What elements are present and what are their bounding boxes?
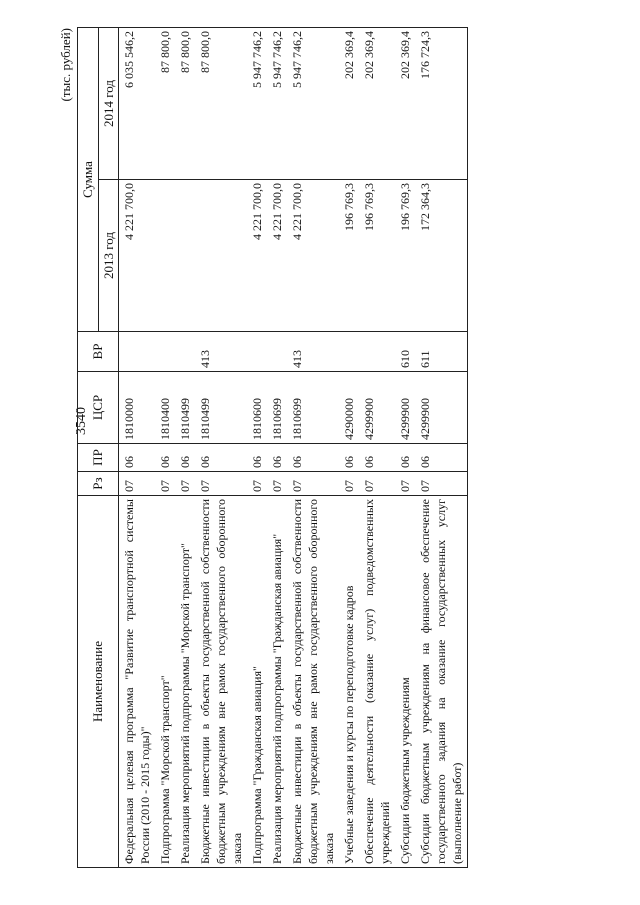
row-vr (247, 332, 267, 372)
table-row (247, 28, 267, 868)
row-name: Подпрограмма "Гражданская авиация" (247, 496, 267, 868)
table-row (359, 28, 395, 868)
table-row (267, 28, 287, 868)
row-rz: 07 (247, 472, 267, 496)
row-pr: 06 (175, 444, 195, 472)
table-row (155, 28, 175, 868)
row-rz: 07 (287, 472, 339, 496)
row-name: Субсидии бюджетным учреждениям на финансовое обеспечение государственного задания на оказание государственных услуг (выполнение работ) (415, 496, 468, 868)
row-pr: 06 (395, 444, 415, 472)
row-vr (175, 332, 195, 372)
row-sum-2013: 172 364,3 (415, 180, 468, 332)
row-pr: 06 (359, 444, 395, 472)
table-body (119, 28, 468, 868)
row-sum-2014: 5 947 746,2 (247, 28, 267, 180)
header-name: Наименование (78, 496, 119, 868)
row-name: Подпрограмма "Морской транспорт" (155, 496, 175, 868)
row-sum-2013: 196 769,3 (339, 180, 359, 332)
row-vr (339, 332, 359, 372)
row-csr: 1810499 (195, 372, 247, 444)
row-pr: 06 (247, 444, 267, 472)
row-sum-2014: 5 947 746,2 (267, 28, 287, 180)
row-sum-2013: 4 221 700,0 (267, 180, 287, 332)
table-row (415, 28, 468, 868)
row-vr: 413 (287, 332, 339, 372)
row-name: Обеспечение деятельности (оказание услуг) подведомственных учреждений (359, 496, 395, 868)
row-pr: 06 (195, 444, 247, 472)
row-rz: 07 (155, 472, 175, 496)
row-rz: 07 (415, 472, 468, 496)
row-name: Учебные заведения и курсы по переподготовке кадров (339, 496, 359, 868)
row-sum-2014: 202 369,4 (395, 28, 415, 180)
row-sum-2014: 202 369,4 (339, 28, 359, 180)
row-vr: 610 (395, 332, 415, 372)
page-number: 3540 (74, 407, 89, 435)
row-vr (267, 332, 287, 372)
row-vr (119, 332, 156, 372)
row-sum-2014: 5 947 746,2 (287, 28, 339, 180)
row-vr: 413 (195, 332, 247, 372)
row-sum-2013: 196 769,3 (395, 180, 415, 332)
row-name: Реализация мероприятий подпрограммы "Морской транспорт" (175, 496, 195, 868)
row-csr: 1810000 (119, 372, 156, 444)
row-csr: 1810600 (247, 372, 267, 444)
row-csr: 1810499 (175, 372, 195, 444)
row-sum-2014: 87 800,0 (195, 28, 247, 180)
row-pr: 06 (155, 444, 175, 472)
row-vr (155, 332, 175, 372)
row-sum-2013 (175, 180, 195, 332)
row-name: Федеральная целевая программа "Развитие транспортной системы России (2010 - 2015 годы)" (119, 496, 156, 868)
row-sum-2013: 4 221 700,0 (247, 180, 267, 332)
row-csr: 4299900 (359, 372, 395, 444)
table-row (175, 28, 195, 868)
row-csr: 1810699 (267, 372, 287, 444)
row-sum-2013: 196 769,3 (359, 180, 395, 332)
table-row (195, 28, 247, 868)
row-sum-2014: 176 724,3 (415, 28, 468, 180)
row-pr: 06 (339, 444, 359, 472)
row-name: Бюджетные инвестиции в объекты государственной собственности бюджетным учреждениям вне рамок государственного оборонного заказа (195, 496, 247, 868)
row-rz: 07 (395, 472, 415, 496)
row-sum-2014: 6 035 546,2 (119, 28, 156, 180)
units-note: (тыс. рублей) (58, 28, 73, 102)
row-pr: 06 (287, 444, 339, 472)
header-pr: ПР (78, 444, 119, 472)
row-rz: 07 (267, 472, 287, 496)
table-row (395, 28, 415, 868)
header-year-2014: 2014 год (99, 28, 119, 180)
header-sum: Сумма (78, 28, 99, 332)
row-pr: 06 (415, 444, 468, 472)
table-row (287, 28, 339, 868)
row-pr: 06 (267, 444, 287, 472)
row-name: Бюджетные инвестиции в объекты государственной собственности бюджетным учреждениям вне рамок государственного оборонного заказа (287, 496, 339, 868)
table-header (78, 28, 119, 868)
table-row (339, 28, 359, 868)
row-name: Субсидии бюджетным учреждениям (395, 496, 415, 868)
row-vr (359, 332, 395, 372)
row-sum-2014: 87 800,0 (175, 28, 195, 180)
row-sum-2013 (195, 180, 247, 332)
row-csr: 1810699 (287, 372, 339, 444)
row-sum-2013: 4 221 700,0 (287, 180, 339, 332)
row-csr: 1810400 (155, 372, 175, 444)
budget-table (74, 27, 468, 868)
header-csr: ЦСР (78, 372, 119, 444)
row-rz: 07 (339, 472, 359, 496)
row-rz: 07 (175, 472, 195, 496)
table-row (119, 28, 156, 868)
row-rz: 07 (359, 472, 395, 496)
row-rz: 07 (119, 472, 156, 496)
row-pr: 06 (119, 444, 156, 472)
row-vr: 611 (415, 332, 468, 372)
row-csr: 4299900 (395, 372, 415, 444)
row-sum-2013 (155, 180, 175, 332)
row-sum-2013: 4 221 700,0 (119, 180, 156, 332)
row-csr: 4290000 (339, 372, 359, 444)
row-rz: 07 (195, 472, 247, 496)
row-sum-2014: 202 369,4 (359, 28, 395, 180)
row-csr: 4299900 (415, 372, 468, 444)
row-name: Реализация мероприятий подпрограммы "Гражданская авиация" (267, 496, 287, 868)
rotated-page-content (55, 28, 559, 868)
header-year-2013: 2013 год (99, 180, 119, 332)
row-sum-2014: 87 800,0 (155, 28, 175, 180)
header-rz: Рз (78, 472, 119, 496)
header-vr: ВР (78, 332, 119, 372)
